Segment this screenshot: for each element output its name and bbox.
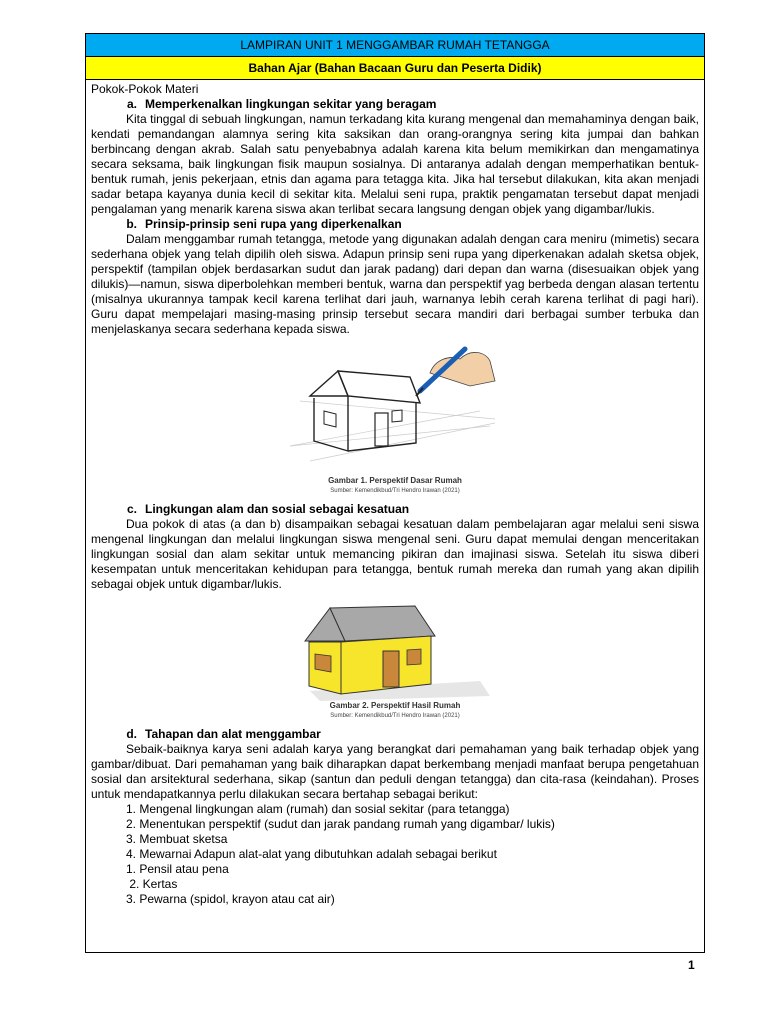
intro-label: Pokok-Pokok Materi [91, 82, 199, 96]
list-item: 1. Mengenal lingkungan alam (rumah) dan sosial sekitar (para tetangga) [126, 802, 510, 816]
document-subtitle: Bahan Ajar (Bahan Bacaan Guru dan Peserta Didik) [86, 57, 704, 80]
figure-2-source: Sumber: Kemendikbud/Tri Hendro Irawan (2021) [330, 713, 460, 719]
list-item: 2. Menentukan perspektif (sudut dan jarak pandang rumah yang digambar/ lukis) [126, 817, 555, 831]
section-c-letter: c. [126, 502, 137, 516]
section-a-body: Kita tinggal di sebuah lingkungan, namun terkadang kita kurang mengenal dan memahaminya dengan baik, kendati pemandangan alamnya sering kita saksikan dan orang-orangnya sering kita jumpai dan bahkan berbincang dengan akrab. Salah satu penyebabnya adalah karena kita belum memikirkan dan mengamatinya secara seksama, baik lingkungan fisik maupun sosialnya. Di antaranya adalah dengan memperhatikan bentuk-bentuk rumah, jenis pekerjaan, etnis dan agama para tetagga kita. Jika hal tersebut dilakukan, kita akan menjadi sadar betapa kayanya dunia kecil di sekitar kita. Melalui seni rupa, praktik pengamatan tersebut dapat menjadi pengalaman yang menarik karena siswa akan terlibat secara langsung dengan objek yang digambar/lukis. [91, 112, 699, 216]
section-d-body: Sebaik-baiknya karya seni adalah karya yang berangkat dari pemahaman yang baik terhadap objek yang gambar/dibuat. Dari pemahaman yang baik diharapkan dapat berkembang menjadi manfaat berupa pengetahuan sosial dan arsitektural sederhana, sikap (santun dan peduli dengan tetangga) dan cita-rasa (keindahan). Proses untuk mendapatkannya perlu dilakukan secara bertahap sebagai berikut: [91, 742, 699, 801]
document-sheet [85, 33, 705, 953]
section-d-title: Tahapan dan alat menggambar [145, 727, 321, 741]
list-item: 3. Pewarna (spidol, krayon atau cat air) [126, 892, 335, 906]
page-number: 1 [688, 958, 695, 972]
list-item: 2. Kertas [126, 877, 178, 891]
figure-1-caption: Gambar 1. Perspektif Dasar Rumah [328, 476, 462, 485]
figure-2-caption: Gambar 2. Perspektif Hasil Rumah [329, 701, 461, 710]
section-a-letter: a. [126, 97, 137, 111]
section-b-letter: b. [126, 217, 137, 231]
figure-1-source: Sumber: Kemendikbud/Tri Hendro Irawan (2021) [330, 488, 460, 494]
figure-1 [91, 341, 699, 496]
figure-2 [91, 596, 699, 721]
section-b-title: Prinsip-prinsip seni rupa yang diperkenalkan [145, 217, 402, 231]
section-b-body: Dalam menggambar rumah tetangga, metode yang digunakan adalah dengan cara meniru (mimetis) secara sederhana objek yang telah dipilih oleh siswa. Adapun prinsip seni rupa yang diperkenakan adalah sketsa objek, perspektif (tampilan objek berdasarkan sudut dan jarak padang) dari depan dan warna (disesuaikan objek yang dilukis)—namun, siswa diperbolehkan memberi bentuk, warna dan perspektif yag berbeda dengan alasan tertentu (misalnya ukurannya tampak kecil karena terlihat dari jauh, warnanya lebih cerah karena terlihat di pagi hari). Guru dapat mempelajari masing-masing prinsip tersebut secara mandiri dari berbagai sumber terbuka dan menjelaskanya secara sederhana kepada siswa. [91, 232, 699, 336]
section-c-heading [91, 502, 699, 517]
figure-1-caption-block [91, 476, 699, 496]
steps-list [91, 802, 699, 907]
content [86, 80, 704, 907]
section-c-body: Dua pokok di atas (a dan b) disampaikan sebagai kesatuan dalam pembelajaran agar melalui seni siswa mengenal lingkungan dan melalui lingkungan siswa mengenal seni. Guru dapat memulai dengan menceritakan lingkungan sosial dan alam sekitar untuk memancing pikiran dan imajinasi siswa. Setelah itu siswa diberi kesempatan untuk menceritakan kehidupan para tetangga, bentuk rumah mereka dan rumah yang akan dipilih sebagai objek untuk digambar/lukis. [91, 517, 699, 591]
section-b-heading [91, 217, 699, 232]
house-colored-image [295, 596, 495, 701]
figure-2-caption-block [91, 701, 699, 721]
list-item: 3. Membuat sketsa [126, 832, 228, 846]
section-a-title: Memperkenalkan lingkungan sekitar yang beragam [145, 97, 437, 111]
document-title: LAMPIRAN UNIT 1 MENGGAMBAR RUMAH TETANGGA [86, 34, 704, 57]
section-d-letter: d. [126, 727, 137, 741]
section-c-title: Lingkungan alam dan sosial sebagai kesatuan [145, 502, 410, 516]
section-a-heading [91, 97, 699, 112]
list-item: 4. Mewarnai Adapun alat-alat yang dibutuhkan adalah sebagai berikut [126, 847, 497, 861]
list-item: 1. Pensil atau pena [126, 862, 229, 876]
section-d-heading [91, 727, 699, 742]
house-sketch-image [280, 341, 510, 476]
